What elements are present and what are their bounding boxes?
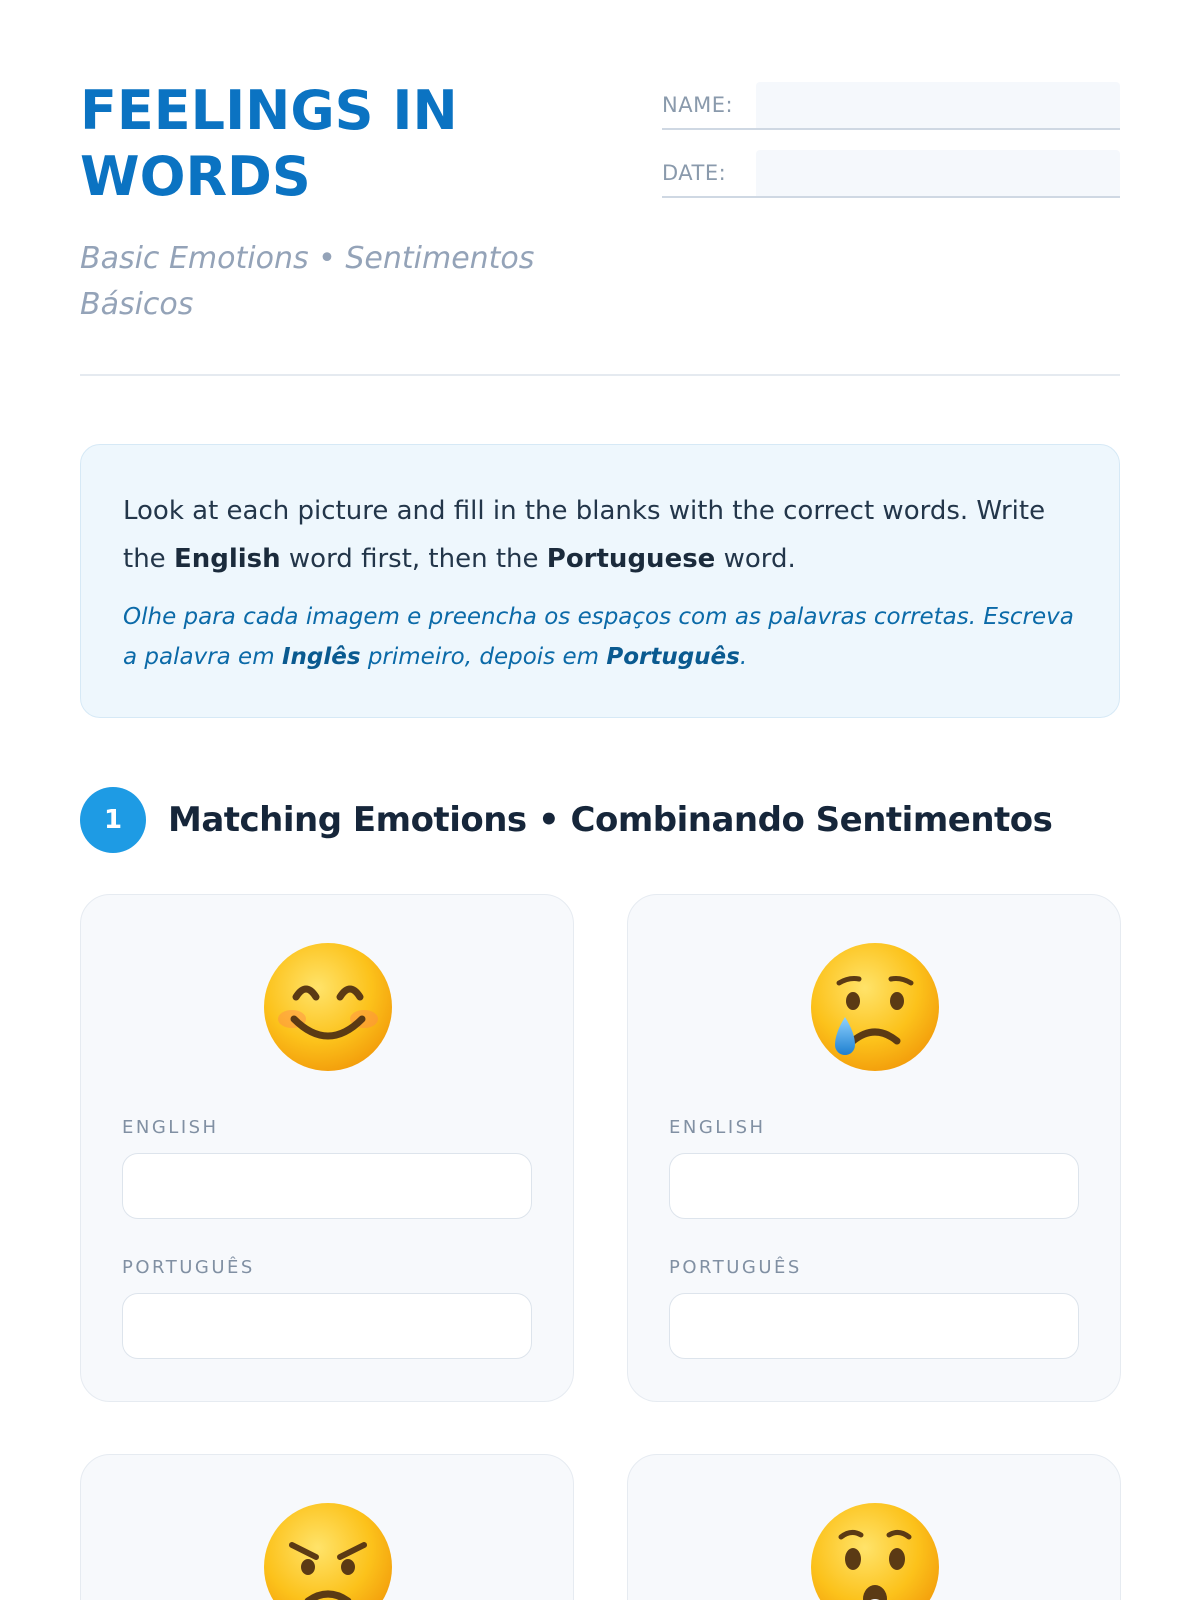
english-answer-input[interactable] xyxy=(122,1153,532,1219)
page-title xyxy=(80,78,600,210)
name-row xyxy=(662,82,1120,130)
smiling-face-icon xyxy=(262,941,394,1073)
instructions-emphasis: English xyxy=(173,544,281,574)
english-answer-input[interactable] xyxy=(669,1153,1079,1219)
instructions-text: Look at each picture and fill in the blanks with the correct words. Write the xyxy=(123,496,1046,574)
instructions-emphasis: Português xyxy=(606,644,740,670)
instructions-emphasis: Inglês xyxy=(281,644,361,670)
instructions-text: Olhe para cada imagem e preencha os espaços com as palavras corretas. Escreva a palavra em xyxy=(123,604,1074,670)
instructions-text: word first, then the xyxy=(280,544,547,574)
portuguese-label: PORTUGUÊS xyxy=(122,1257,255,1278)
student-info xyxy=(662,82,1120,218)
emotion-card-surprised xyxy=(627,1454,1121,1600)
date-label: DATE: xyxy=(662,161,727,185)
portuguese-answer-input[interactable] xyxy=(669,1293,1079,1359)
name-field[interactable] xyxy=(756,82,1120,128)
angry-face-icon xyxy=(262,1501,394,1600)
name-label: NAME: xyxy=(662,93,734,117)
section-title: Matching Emotions • Combinando Sentimentos xyxy=(168,800,1053,840)
instructions-emphasis: Portuguese xyxy=(546,544,716,574)
emotion-card-happy xyxy=(80,894,574,1402)
header-divider xyxy=(80,374,1120,376)
english-label: ENGLISH xyxy=(122,1117,219,1138)
subtitle-line-1: Basic Emotions • Sentimentos xyxy=(80,241,535,276)
title-line-1: FEELINGS IN xyxy=(80,79,458,142)
instructions-text: . xyxy=(739,644,748,670)
english-label: ENGLISH xyxy=(669,1117,766,1138)
instructions-portuguese xyxy=(123,597,1079,677)
surprised-face-icon xyxy=(809,1501,941,1600)
instructions-english xyxy=(123,487,1079,583)
emotion-card-sad xyxy=(627,894,1121,1402)
section-number-badge: 1 xyxy=(80,787,146,853)
emotion-card-angry xyxy=(80,1454,574,1600)
crying-face-icon xyxy=(809,941,941,1073)
date-row xyxy=(662,150,1120,198)
portuguese-label: PORTUGUÊS xyxy=(669,1257,802,1278)
date-field[interactable] xyxy=(756,150,1120,196)
instructions-text: primeiro, depois em xyxy=(360,644,607,670)
instructions-text: word. xyxy=(715,544,796,574)
subtitle-line-2: Básicos xyxy=(80,287,194,322)
title-line-2: WORDS xyxy=(80,145,311,208)
page-subtitle xyxy=(80,236,580,328)
section-heading xyxy=(80,786,1052,854)
instructions-box xyxy=(80,444,1120,718)
portuguese-answer-input[interactable] xyxy=(122,1293,532,1359)
